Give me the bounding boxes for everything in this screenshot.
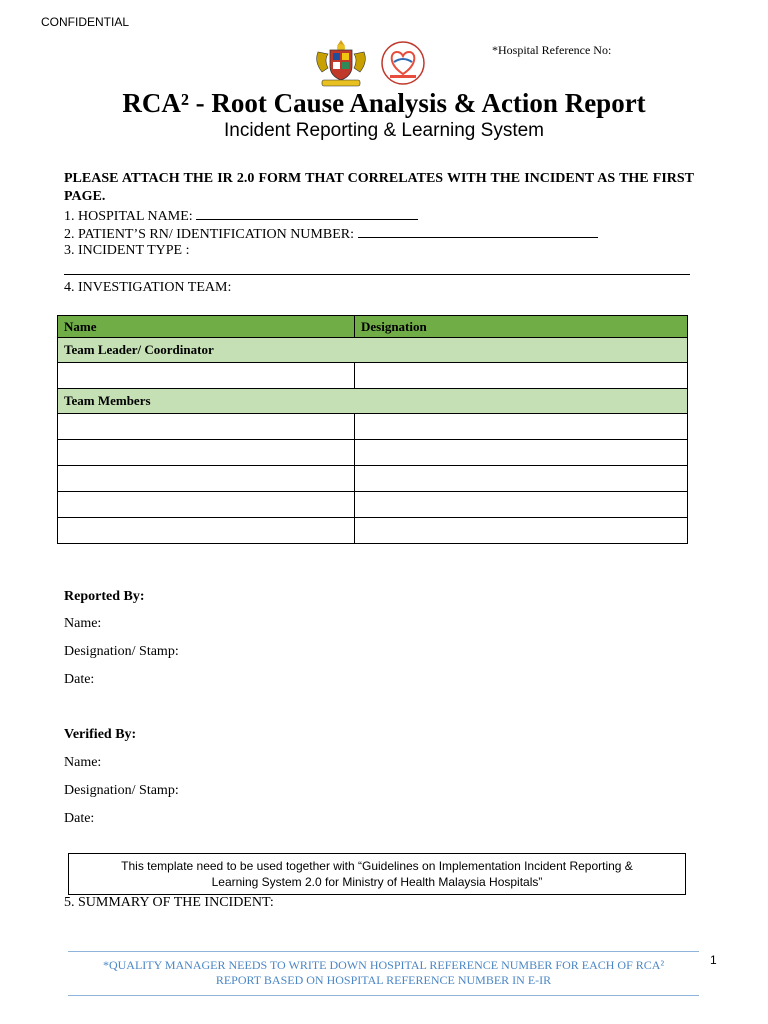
summary-heading: 5. SUMMARY OF THE INCIDENT: bbox=[64, 895, 274, 910]
reported-by-designation-label: Designation/ Stamp: bbox=[64, 644, 179, 659]
table-row bbox=[58, 363, 688, 389]
verified-by-date-label: Date: bbox=[64, 811, 95, 826]
guidelines-note-line2: Learning System 2.0 for Ministry of Health Malaysia Hospitals” bbox=[211, 875, 543, 889]
hospital-name-blank[interactable] bbox=[196, 206, 418, 220]
footer-note-line2: REPORT BASED ON HOSPITAL REFERENCE NUMBER IN E-IR bbox=[215, 973, 552, 987]
leader-name-cell[interactable] bbox=[58, 363, 355, 389]
incident-type-label: 3. INCIDENT TYPE : bbox=[64, 243, 190, 258]
footer-bottom-rule bbox=[68, 995, 699, 996]
designation-column-header: Designation bbox=[355, 316, 688, 338]
member-designation-cell[interactable] bbox=[355, 466, 688, 492]
name-column-header: Name bbox=[58, 316, 355, 338]
member-designation-cell[interactable] bbox=[355, 492, 688, 518]
reported-by-name-label: Name: bbox=[64, 616, 102, 631]
team-leader-section-label: Team Leader/ Coordinator bbox=[58, 338, 688, 363]
reported-by-heading: Reported By: bbox=[64, 589, 145, 604]
hospital-heart-logo bbox=[378, 40, 428, 86]
page-subtitle: Incident Reporting & Learning System bbox=[223, 120, 544, 141]
table-row bbox=[58, 440, 688, 466]
page-number: 1 bbox=[710, 953, 717, 967]
team-members-section-label: Team Members bbox=[58, 389, 688, 414]
member-name-cell[interactable] bbox=[58, 440, 355, 466]
verified-by-designation-label: Designation/ Stamp: bbox=[64, 783, 179, 798]
verified-by-heading: Verified By: bbox=[64, 727, 137, 742]
member-name-cell[interactable] bbox=[58, 466, 355, 492]
leader-designation-cell[interactable] bbox=[355, 363, 688, 389]
footer-top-rule bbox=[68, 951, 699, 952]
team-leader-section-row bbox=[58, 338, 688, 363]
attach-instruction: PLEASE ATTACH THE IR 2.0 FORM THAT CORRELATES WITH THE INCIDENT AS THE FIRST PAGE. bbox=[64, 171, 694, 204]
page-title: RCA² - Root Cause Analysis & Action Report bbox=[122, 88, 646, 118]
patient-rn-blank[interactable] bbox=[358, 224, 598, 238]
table-row bbox=[58, 518, 688, 544]
guidelines-note-box bbox=[68, 853, 686, 895]
member-name-cell[interactable] bbox=[58, 414, 355, 440]
patient-rn-field bbox=[64, 224, 598, 244]
hospital-name-field bbox=[64, 206, 418, 226]
hospital-name-label: 1. HOSPITAL NAME: bbox=[64, 209, 193, 224]
guidelines-note-line1: This template need to be used together with “Guidelines on Implementation Incident Reporting & bbox=[121, 859, 633, 873]
member-designation-cell[interactable] bbox=[355, 414, 688, 440]
member-designation-cell[interactable] bbox=[355, 518, 688, 544]
patient-rn-label: 2. PATIENT’S RN/ IDENTIFICATION NUMBER: bbox=[64, 227, 354, 242]
footer-note-line1: *QUALITY MANAGER NEEDS TO WRITE DOWN HOSPITAL REFERENCE NUMBER FOR EACH OF RCA² bbox=[102, 958, 665, 972]
table-row bbox=[58, 414, 688, 440]
table-row bbox=[58, 466, 688, 492]
investigation-team-table bbox=[57, 315, 688, 544]
confidential-label: CONFIDENTIAL bbox=[41, 15, 130, 29]
member-name-cell[interactable] bbox=[58, 492, 355, 518]
member-name-cell[interactable] bbox=[58, 518, 355, 544]
table-row bbox=[58, 492, 688, 518]
hospital-reference-label: *Hospital Reference No: bbox=[492, 43, 612, 57]
reported-by-date-label: Date: bbox=[64, 672, 95, 687]
team-members-section-row bbox=[58, 389, 688, 414]
footer-note bbox=[68, 958, 699, 988]
member-designation-cell[interactable] bbox=[355, 440, 688, 466]
investigation-team-label: 4. INVESTIGATION TEAM: bbox=[64, 280, 232, 295]
verified-by-name-label: Name: bbox=[64, 755, 102, 770]
coat-of-arms-logo bbox=[312, 38, 370, 88]
incident-type-blank[interactable] bbox=[64, 274, 690, 275]
table-header-row bbox=[58, 316, 688, 338]
